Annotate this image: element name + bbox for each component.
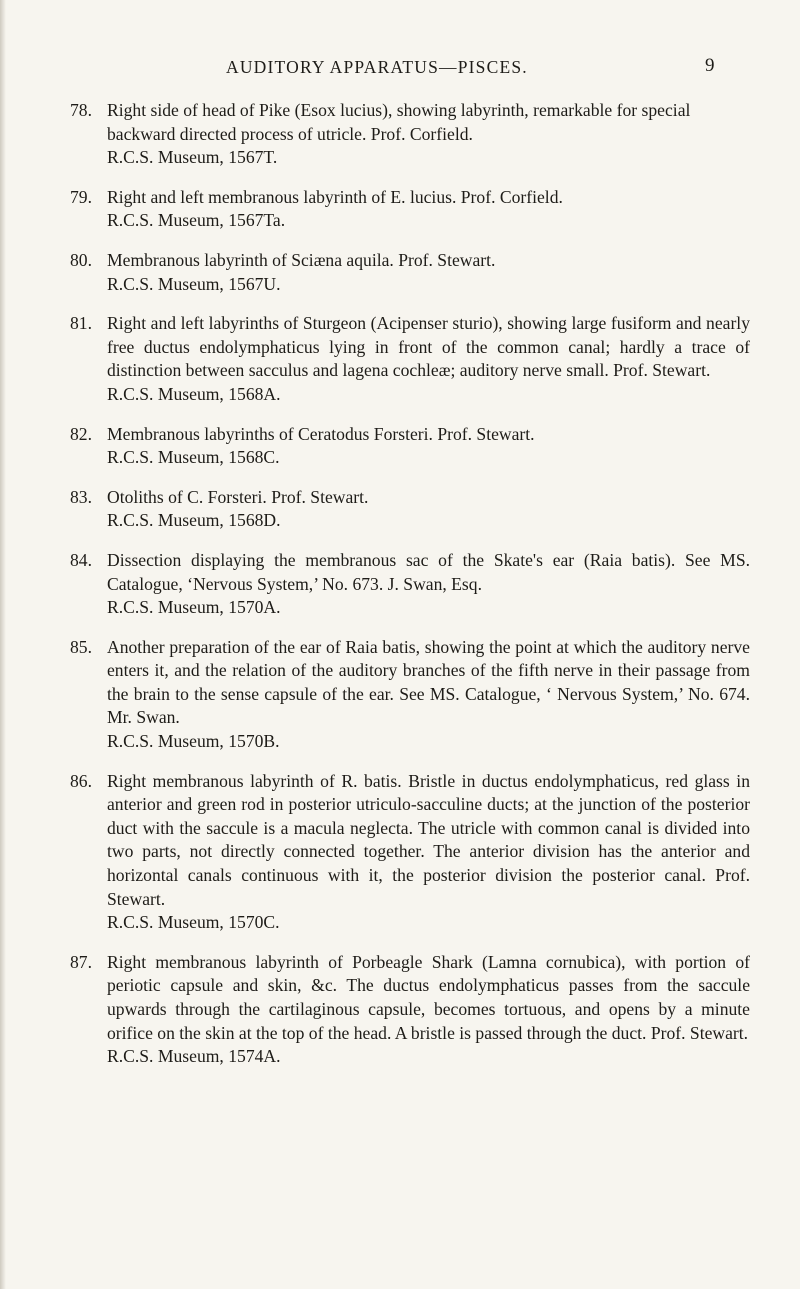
entry-description: Right and left labyrinths of Sturgeon (Acipenser sturio), showing large fusiform and nearly free ductus endolymphaticus lying in front of the common canal; hardly a trace of distinction between sacculus and lagena cochleæ; auditory nerve small. Prof. Stewart.: [107, 313, 750, 381]
entry-number: 87.: [70, 951, 92, 972]
catalogue-entry-83: [70, 486, 750, 533]
entry-reference: R.C.S. Museum, 1570B.: [107, 731, 280, 752]
entry-reference: R.C.S. Museum, 1568A.: [107, 383, 281, 404]
entry-number: 78.: [70, 100, 92, 120]
catalogue-entry-82: [70, 423, 750, 470]
entry-description: Right side of head of Pike (Esox lucius), showing labyrinth, remarkable for special backward directed process of utricle. Prof. Corfield.: [107, 100, 691, 144]
entry-number: 84.: [70, 549, 92, 570]
entry-description: Right membranous labyrinth of Porbeagle Shark (Lamna cornubica), with portion of periotic capsule and skin, &c. The ductus endolymphaticus passes from the saccule upwards through the cartilaginous capsule, becomes tortuous, and opens by a minute orifice on the skin at the top of the head. A bristle is passed through the duct. Prof. Stewart.: [107, 951, 750, 1043]
catalogue-entry-79: [70, 186, 750, 233]
entry-description: Membranous labyrinth of Sciæna aquila. Prof. Stewart.: [107, 249, 496, 270]
catalogue-entry-81: [70, 312, 750, 406]
entry-description: Another preparation of the ear of Raia batis, showing the point at which the auditory nerve enters it, and the relation of the auditory branches of the fifth nerve in their passage from the brain to the sense capsule of the ear. See MS. Catalogue, ‘ Nervous System,’ No. 674. Mr. Swan.: [107, 636, 750, 728]
entry-number: 81.: [70, 313, 92, 334]
entry-reference: R.C.S. Museum, 1568D.: [107, 510, 281, 531]
entry-reference: R.C.S. Museum, 1570C.: [107, 912, 280, 933]
entry-description: Right and left membranous labyrinth of E. lucius. Prof. Corfield.: [107, 186, 563, 207]
running-header: [0, 57, 800, 87]
entry-reference: R.C.S. Museum, 1574A.: [107, 1046, 281, 1067]
catalogue-entry-85: [70, 636, 750, 754]
entry-reference: R.C.S. Museum, 1570A.: [107, 597, 281, 618]
entry-reference: R.C.S. Museum, 1567T.: [107, 147, 278, 168]
catalogue-entry-78: [70, 99, 750, 170]
entry-number: 83.: [70, 486, 92, 507]
entry-description: Right membranous labyrinth of R. batis. Bristle in ductus endolymphaticus, red glass in anterior and green rod in posterior utriculo-sacculine ducts; at the junction of the posterior duct with the saccule is a macula neglecta. The utricle with common canal is divided into two parts, not directly connected together. The anterior division has the anterior and horizontal canals continuous with it, the posterior division the posterior canal. Prof. Stewart.: [107, 770, 750, 909]
entry-number: 85.: [70, 636, 92, 657]
entry-reference: R.C.S. Museum, 1568C.: [107, 447, 280, 468]
page-number: 9: [705, 55, 715, 76]
entry-number: 82.: [70, 423, 92, 444]
entry-description: Otoliths of C. Forsteri. Prof. Stewart.: [107, 486, 369, 507]
catalogue-entry-87: [70, 951, 750, 1069]
page-title: AUDITORY APPARATUS—PISCES.: [226, 57, 528, 77]
entry-description: Membranous labyrinths of Ceratodus Forsteri. Prof. Stewart.: [107, 423, 535, 444]
entry-description: Dissection displaying the membranous sac of the Skate's ear (Raia batis). See MS. Catalogue, ‘Nervous System,’ No. 673. J. Swan, Esq.: [107, 549, 750, 594]
catalogue-entries: [70, 99, 750, 1085]
catalogue-entry-80: [70, 249, 750, 296]
catalogue-entry-86: [70, 770, 750, 935]
entry-number: 80.: [70, 249, 92, 270]
entry-reference: R.C.S. Museum, 1567Ta.: [107, 210, 286, 231]
entry-number: 79.: [70, 186, 92, 207]
entry-number: 86.: [70, 770, 92, 791]
catalogue-entry-84: [70, 549, 750, 620]
entry-reference: R.C.S. Museum, 1567U.: [107, 273, 281, 294]
